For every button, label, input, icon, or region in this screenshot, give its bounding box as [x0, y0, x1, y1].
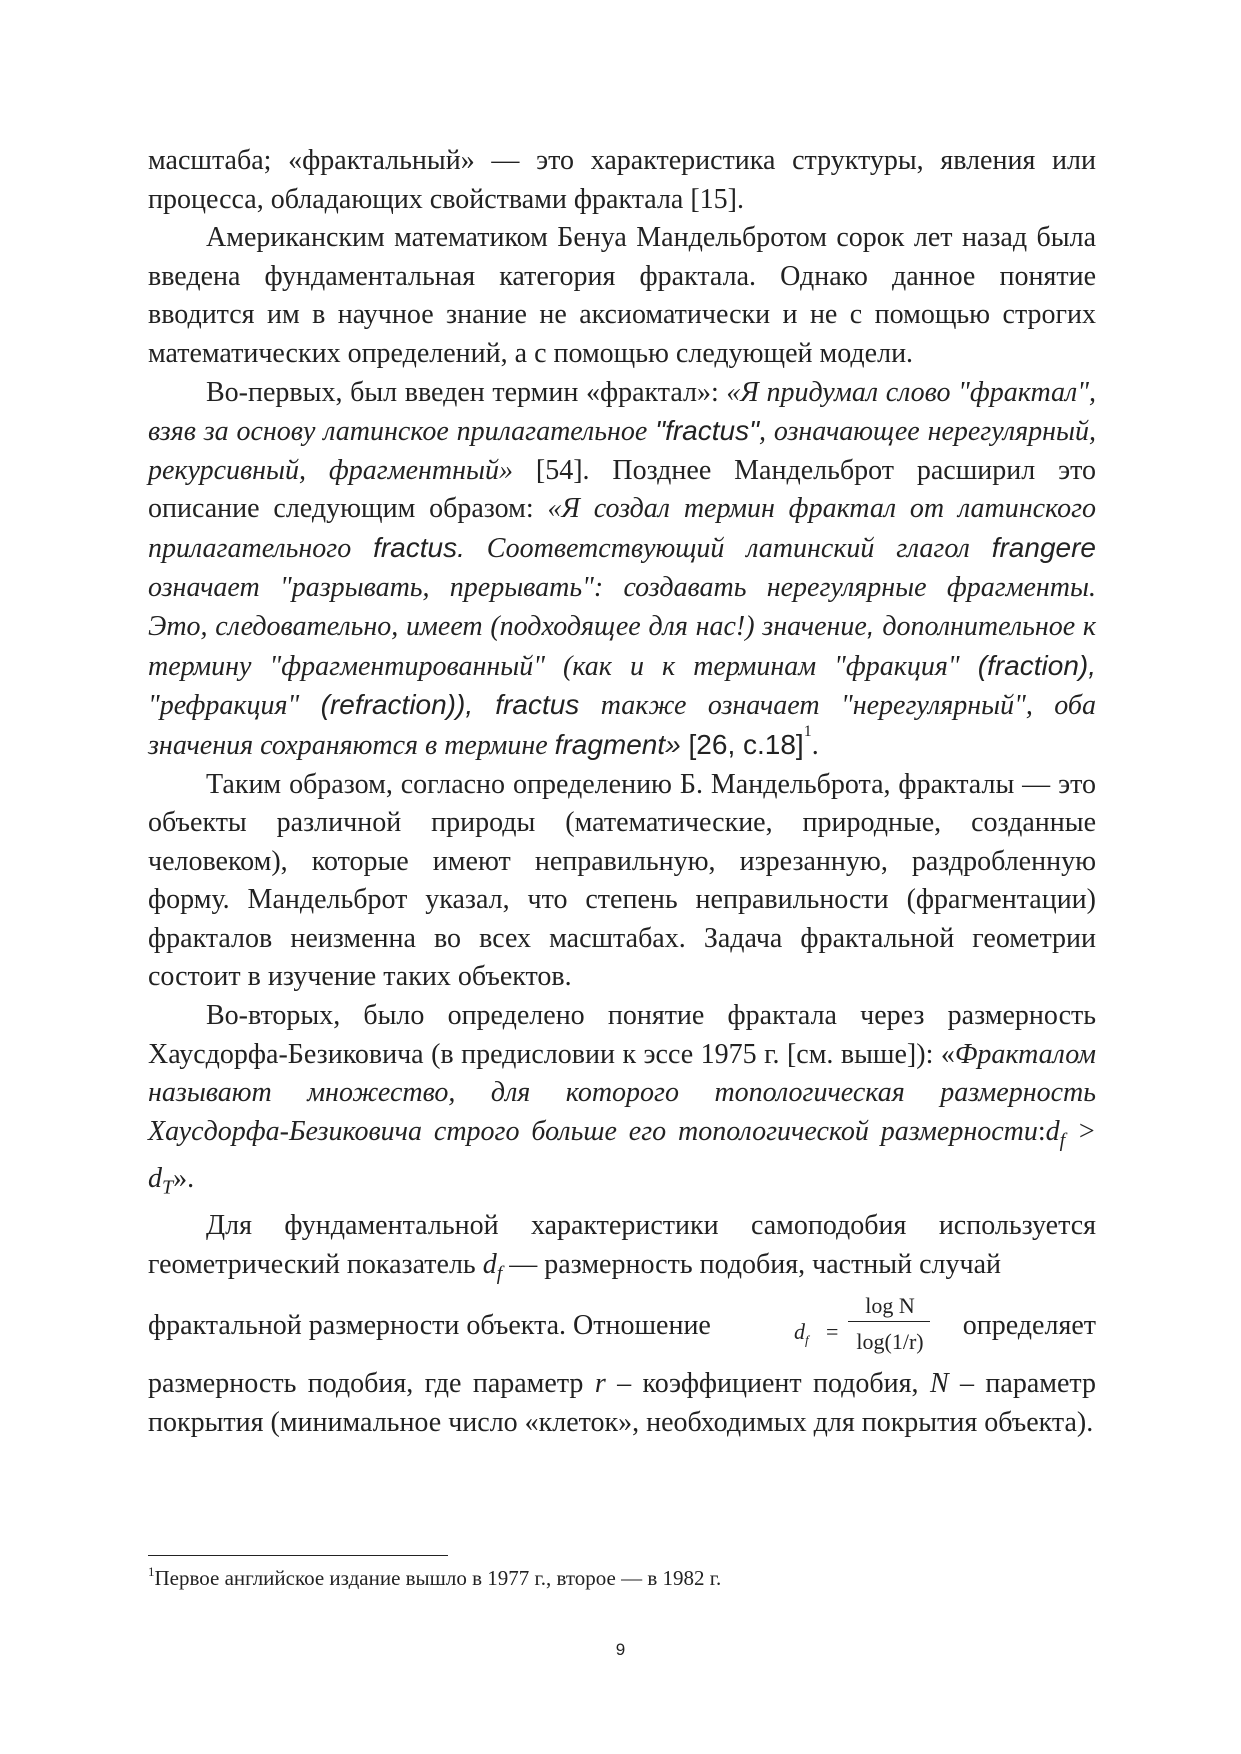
footnote-reference[interactable]: 1	[803, 722, 812, 740]
p3-quote-2d: frangere	[991, 531, 1096, 563]
p5-math-df-sub: f	[1059, 1129, 1066, 1152]
paragraph-4: Таким образом, согласно определению Б. Мандельброта, фракталы — это объекты различной природы (математические, природные, созданные человеком), которые имеют неправильную, изрезанную, раздробленную форму. Мандельброт указал, что степень неправильности (фрагментации) фракталов неизменна во всех масштабах. Задача фрактальной геометрии состоит в изучение таких объектов.	[148, 768, 1096, 993]
formula-line	[148, 1293, 1096, 1359]
p3-quote-2c: Соответствующий латинский глагол	[464, 532, 992, 564]
p6-math-d: d	[482, 1248, 497, 1280]
p6-math-N: N	[929, 1368, 949, 1399]
p3-quote-2b: fractus.	[373, 531, 465, 563]
p5-math-df: d	[1045, 1115, 1060, 1147]
footnote	[148, 1566, 1088, 1591]
formula-equals: =	[826, 1319, 839, 1344]
paragraph-6b	[148, 1365, 1096, 1442]
p5-quote: Фракталом называют множество, для которого топологическая размерность Хаусдорфа-Безиковича строго больше его топологической размерности	[148, 1038, 1096, 1147]
p3-quote-2j: (refraction)), fractus	[320, 689, 580, 721]
p3-quote-2i: "рефракция"	[148, 690, 321, 722]
formula-numerator: log N	[865, 1293, 915, 1318]
p3-text-1: Во-первых, был введен термин «фрактал»:	[206, 376, 727, 408]
p3-text-4: .	[811, 729, 819, 761]
p3-quote-1b: "fractus"	[655, 415, 760, 447]
p6-text-2: — размерность подобия, частный случай	[502, 1248, 1001, 1280]
paragraph-1: масштаба; «фрактальный» — это характеристика структуры, явления или процесса, обладающих свойствами фрактала [15].	[148, 145, 1096, 215]
p3-quote-2h: (fraction),	[977, 649, 1096, 681]
footnote-mark: 1	[148, 1564, 155, 1579]
p3-quote-2f: ,	[866, 610, 875, 642]
paragraph-5	[148, 997, 1096, 1207]
paragraph-6a	[148, 1207, 1096, 1293]
p5-text-1: Во-вторых, было определено понятие фрактала через размерность Хаусдорфа-Безиковича (в предисловии к эссе 1975 г. [см. выше]): «	[148, 1000, 1096, 1070]
footnote-text: Первое английское издание вышло в 1977 г., второе — в 1982 г.	[154, 1566, 722, 1590]
p3-quote-2e: означает "разрывать, прерывать": создавать нерегулярные фрагменты. Это, следовательно, имеет (подходящее для нас!) значение	[148, 571, 1096, 643]
p6-text-3: размерность подобия, где параметр	[148, 1368, 595, 1399]
p3-citation: [26, с.18]	[680, 728, 804, 760]
page-body	[148, 142, 1096, 1442]
formula-fraction-bar	[848, 1321, 930, 1322]
p5-math-dt: > d	[148, 1115, 1096, 1195]
formula-lhs-d: d	[794, 1319, 805, 1344]
formula-lhs	[794, 1313, 809, 1360]
p6-text-5: – параметр покрытия (минимальное число «клеток», необходимых для покрытия объекта).	[148, 1368, 1096, 1438]
p3-quote-2g: дополнительное к термину "фрагментированный" (как и к терминам "фракция"	[148, 611, 1096, 682]
similarity-dimension-formula	[790, 1295, 940, 1357]
p5-text-3: ».	[173, 1163, 195, 1195]
formula-line-left: фрактальной размерности объекта. Отношение	[148, 1310, 711, 1341]
paragraph-2: Американским математиком Бенуа Мандельбротом сорок лет назад была введена фундаментальная категория фрактала. Однако данное понятие вводится им в научное знание не аксиоматически и не с помощью строгих математических определений, а с помощью следующей модели.	[148, 222, 1096, 369]
p3-quote-2l: fragment»	[554, 728, 681, 760]
paragraph-3	[148, 374, 1096, 766]
footnote-separator	[148, 1555, 448, 1556]
p3-text-2: [54]. Позднее Мандельброт расширил это описание следующим образом:	[148, 454, 1097, 525]
p3-quote-2a: «Я создал термин фрактал от латинского прилагательного	[148, 493, 1096, 564]
p6-text-1: Для фундаментальной характеристики самоподобия используется геометрический показатель	[148, 1210, 1096, 1280]
p6-text-4: – коэффициент подобия,	[605, 1368, 930, 1399]
p5-colon: :	[1037, 1115, 1046, 1147]
p6-math-r: r	[594, 1368, 606, 1399]
p3-quote-1c: , означающее нерегулярный, рекурсивный, фрагментный»	[148, 416, 1096, 486]
p3-quote-1a: «Я придумал слово "фрактал", взяв за основу латинское прилагательное	[148, 376, 1096, 448]
p6-math-d-sub: f	[496, 1262, 503, 1285]
formula-lhs-sub: f	[805, 1332, 809, 1348]
p3-quote-2k: также означает "нерегулярный", оба значения сохраняются в термине	[148, 690, 1096, 761]
formula-line-right: определяет	[962, 1310, 1096, 1341]
formula-denominator: log(1/r)	[856, 1329, 924, 1354]
p5-math-dt-sub: T	[162, 1176, 174, 1199]
page-number: 9	[615, 1640, 626, 1659]
